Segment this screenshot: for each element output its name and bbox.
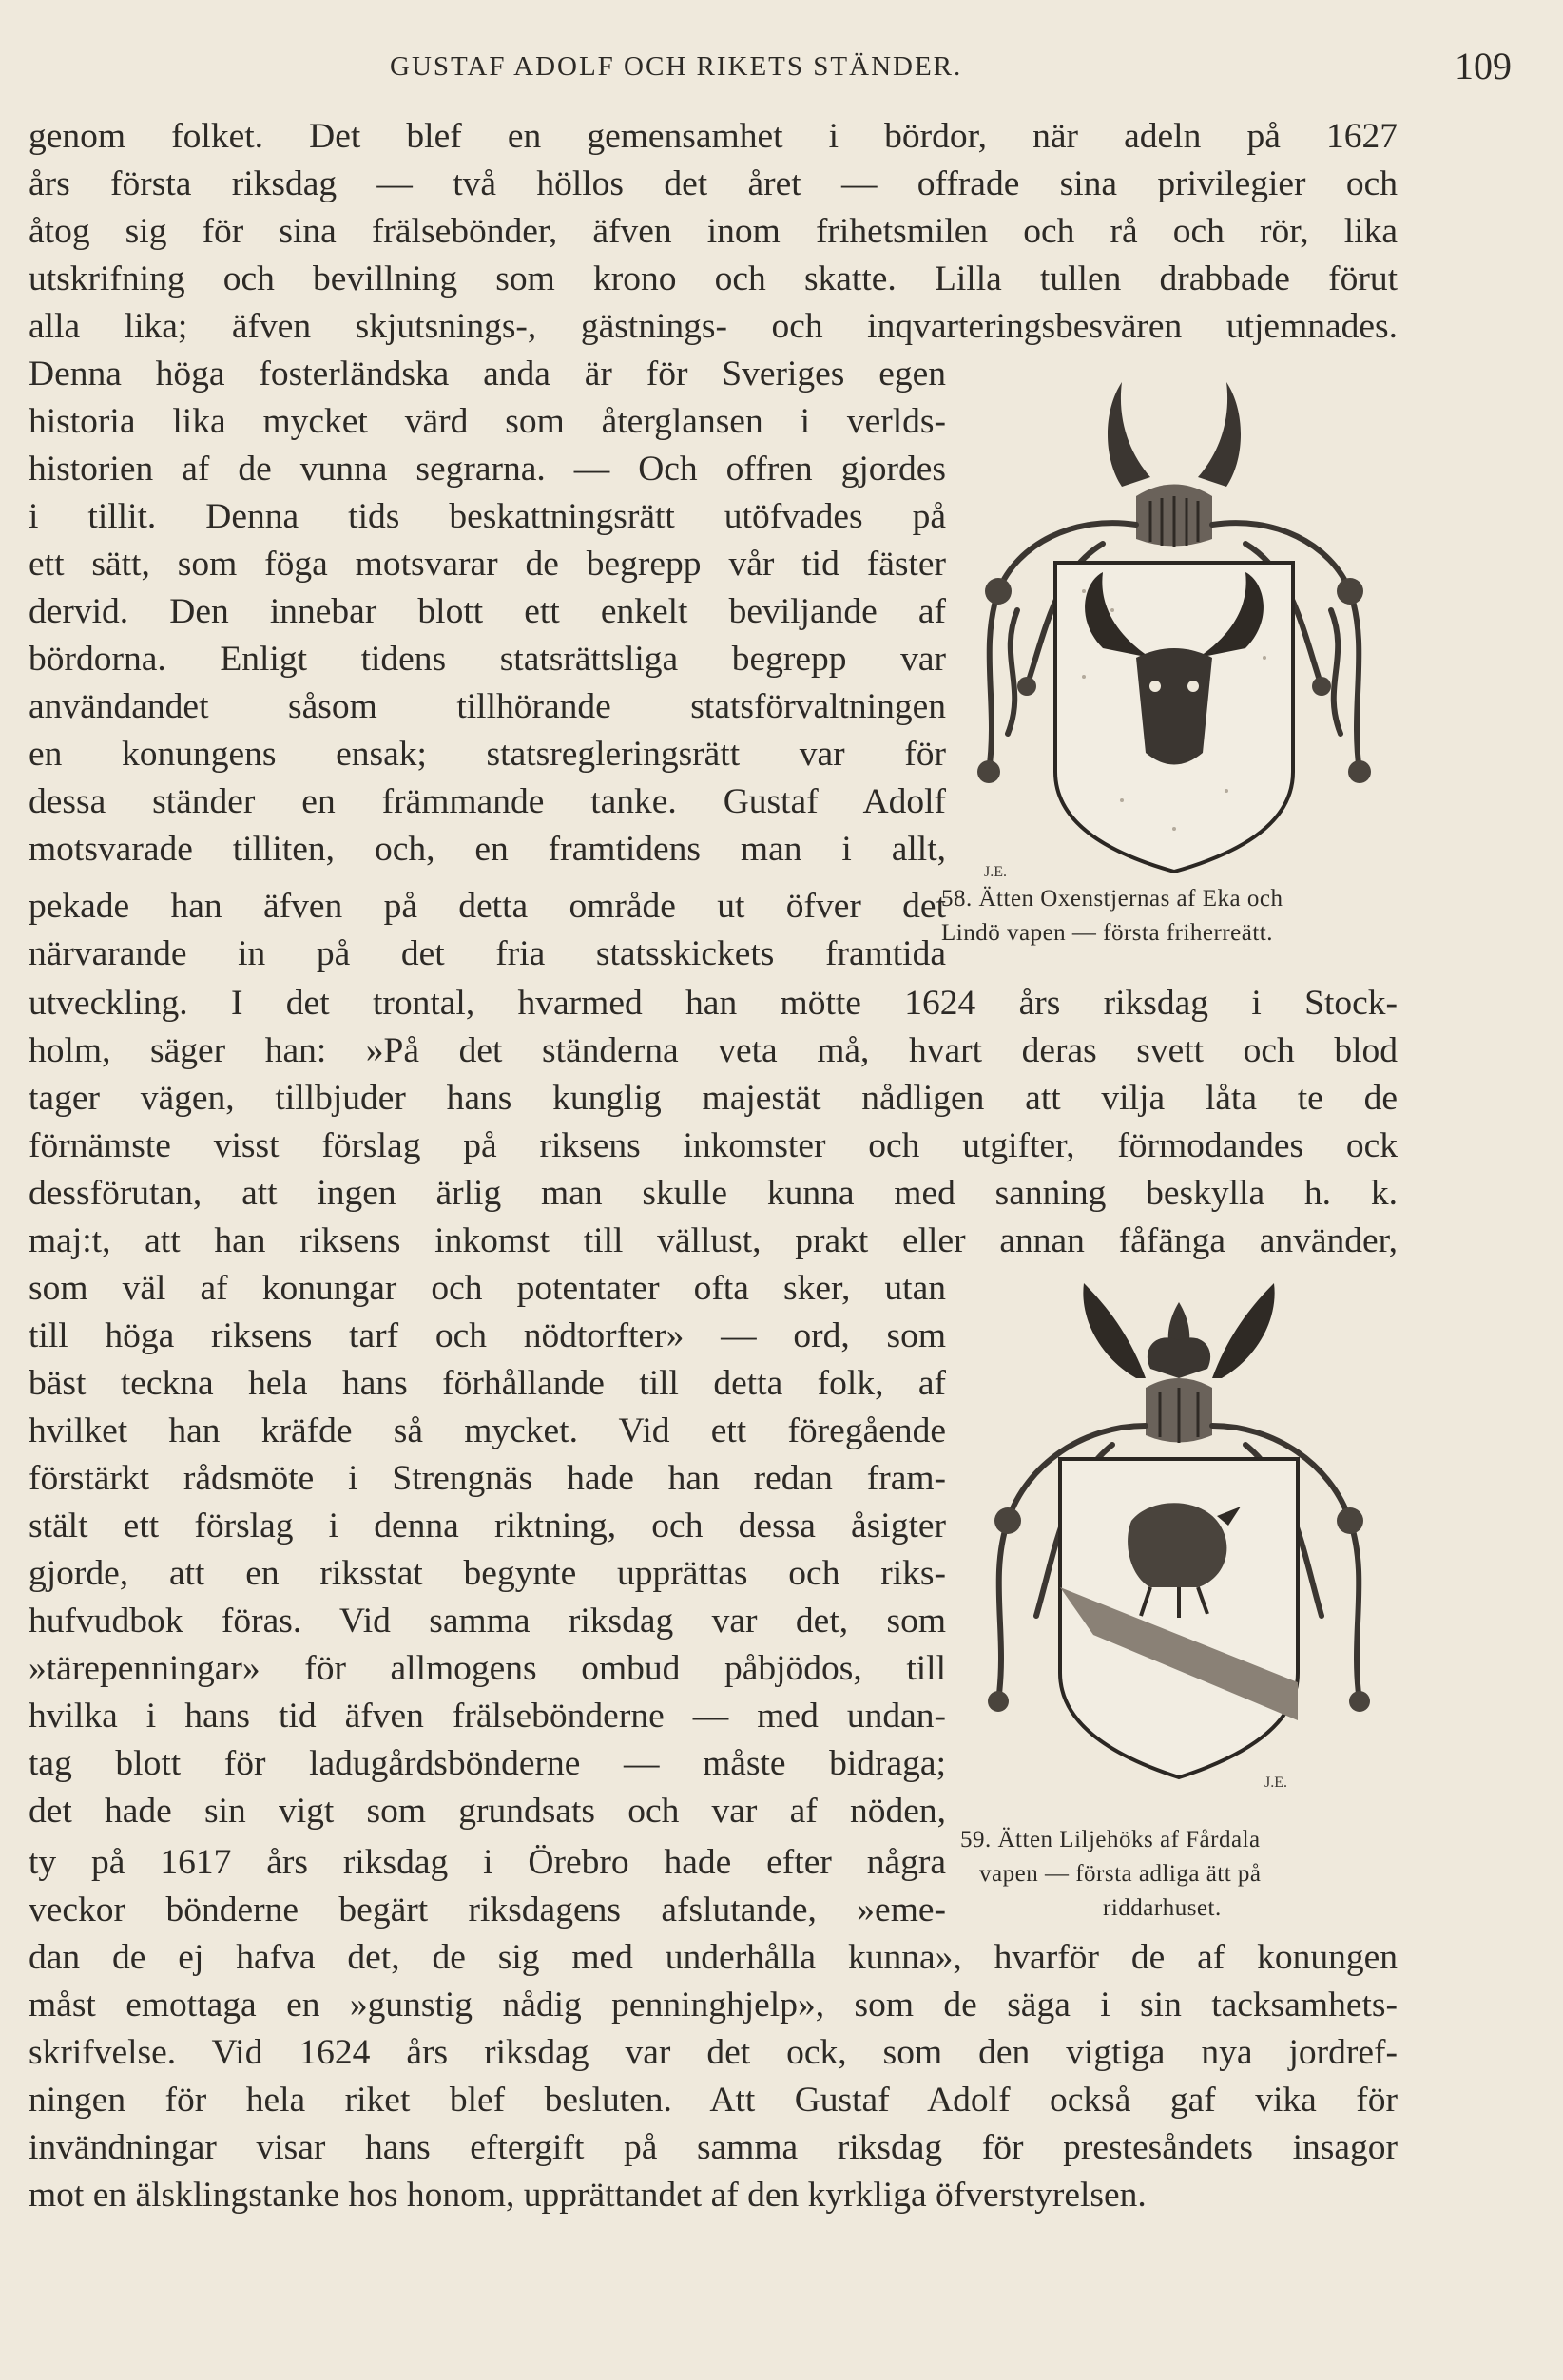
text-line: Denna höga fosterländska anda är för Sveriges egen	[29, 355, 946, 393]
text-line: dervid. Den innebar blott ett enkelt beviljande af	[29, 592, 946, 631]
text-line: ett sätt, som föga motsvarar de begrepp vår tid fäster	[29, 545, 946, 584]
text-line: mot en älsklingstanke hos honom, upprättandet af den kyrkliga öfverstyrelsen.	[29, 2176, 1147, 2215]
text-line: utveckling. I det trontal, hvarmed han mötte 1624 års riksdag i Stock-	[29, 984, 1398, 1023]
oxenstierna-coat-of-arms-illustration	[960, 373, 1388, 886]
artist-mark: J.E.	[1264, 1775, 1287, 1791]
text-line: det hade sin vigt som grundsats och var af nöden,	[29, 1792, 946, 1831]
figure-58-caption-line-1: 58. Ätten Oxenstjernas af Eka och	[941, 886, 1283, 912]
figure-59-caption-line-2: vapen — första adliga ätt på	[979, 1861, 1262, 1887]
text-line: dessförutan, att ingen ärlig man skulle kunna med sanning beskylla h. k.	[29, 1174, 1398, 1213]
text-line: hvilket han kräfde så mycket. Vid ett föregående	[29, 1411, 946, 1450]
text-line: till höga riksens tarf och nödtorfter» — ord, som	[29, 1316, 946, 1355]
text-line: skrifvelse. Vid 1624 års riksdag var det ock, som den vigtiga nya jordref-	[29, 2033, 1398, 2072]
text-line: ty på 1617 års riksdag i Örebro hade efter några	[29, 1843, 946, 1882]
text-line: i tillit. Denna tids beskattningsrätt utöfvades på	[29, 497, 946, 536]
text-line: genom folket. Det blef en gemensamhet i bördor, när adeln på 1627	[29, 117, 1398, 156]
text-line: närvarande in på det fria statsskickets framtida	[29, 934, 946, 973]
text-line: alla lika; äfven skjutsnings-, gästnings- och inqvarteringsbesvären utjemnades.	[29, 307, 1398, 346]
text-line: utskrifning och bevillning som krono och skatte. Lilla tullen drabbade förut	[29, 259, 1398, 298]
text-line: tager vägen, tillbjuder hans kunglig majestät nådligen att vilja låta te de	[29, 1079, 1398, 1118]
liljehok-coat-of-arms-illustration	[979, 1274, 1379, 1796]
text-line: förnämste visst förslag på riksens inkomster och utgifter, förmodandes ock	[29, 1126, 1398, 1165]
text-line: måst emottaga en »gunstig nådig penninghjelp», som de säga i sin tacksamhets-	[29, 1986, 1398, 2025]
figure-59-caption-line-1: 59. Ätten Liljehöks af Fårdala	[960, 1827, 1261, 1852]
running-title: GUSTAF ADOLF OCH RIKETS STÄNDER.	[390, 51, 963, 82]
page-header	[29, 44, 1512, 91]
text-line: års första riksdag — två höllos det året — offrade sina privilegier och	[29, 164, 1398, 203]
text-line: gjorde, att en riksstat begynte upprättas och riks-	[29, 1554, 946, 1593]
text-line: användandet såsom tillhörande statsförvaltningen	[29, 687, 946, 726]
text-line: bäst teckna hela hans förhållande till detta folk, af	[29, 1364, 946, 1403]
text-line: historien af de vunna segrarna. — Och offren gjordes	[29, 450, 946, 489]
figure-58-caption-line-2: Lindö vapen — första friherreätt.	[941, 920, 1274, 946]
text-line: stält ett förslag i denna riktning, och dessa åsigter	[29, 1507, 946, 1545]
text-line: bördorna. Enligt tidens statsrättsliga begrepp var	[29, 640, 946, 679]
text-line: historia lika mycket värd som återglansen i verlds-	[29, 402, 946, 441]
text-line: hufvudbok föras. Vid samma riksdag var det, som	[29, 1602, 946, 1641]
text-line: invändningar visar hans eftergift på samma riksdag för prestesåndets insagor	[29, 2128, 1398, 2167]
text-line: hvilka i hans tid äfven frälsebönderne — med undan-	[29, 1697, 946, 1736]
text-line: en konungens ensak; statsregleringsrätt var för	[29, 735, 946, 774]
text-line: åtog sig för sina frälsebönder, äfven inom frihetsmilen och rå och rör, lika	[29, 212, 1398, 251]
text-line: pekade han äfven på detta område ut öfver det	[29, 887, 946, 926]
text-line: »tärepenningar» för allmogens ombud påbjödos, till	[29, 1649, 946, 1688]
text-line: som väl af konungar och potentater ofta sker, utan	[29, 1269, 946, 1308]
text-line: ningen för hela riket blef besluten. Att Gustaf Adolf också gaf vika för	[29, 2081, 1398, 2120]
artist-mark: J.E.	[984, 864, 1007, 880]
text-line: förstärkt rådsmöte i Strengnäs hade han redan fram-	[29, 1459, 946, 1498]
text-line: dessa ständer en främmande tanke. Gustaf Adolf	[29, 782, 946, 821]
page-number: 109	[1455, 45, 1512, 87]
text-line: maj:t, att han riksens inkomst till vällust, prakt eller annan fåfänga använder,	[29, 1221, 1398, 1260]
text-line: dan de ej hafva det, de sig med underhålla kunna», hvarför de af konungen	[29, 1938, 1398, 1977]
text-line: motsvarade tilliten, och, en framtidens man i allt,	[29, 830, 946, 869]
figure-59-caption-line-3: riddarhuset.	[1103, 1895, 1222, 1921]
text-line: holm, säger han: »På det ständerna veta må, hvart deras svett och blod	[29, 1031, 1398, 1070]
text-line: veckor bönderne begärt riksdagens afslutande, »eme-	[29, 1891, 946, 1929]
text-line: tag blott för ladugårdsbönderne — måste bidraga;	[29, 1744, 946, 1783]
